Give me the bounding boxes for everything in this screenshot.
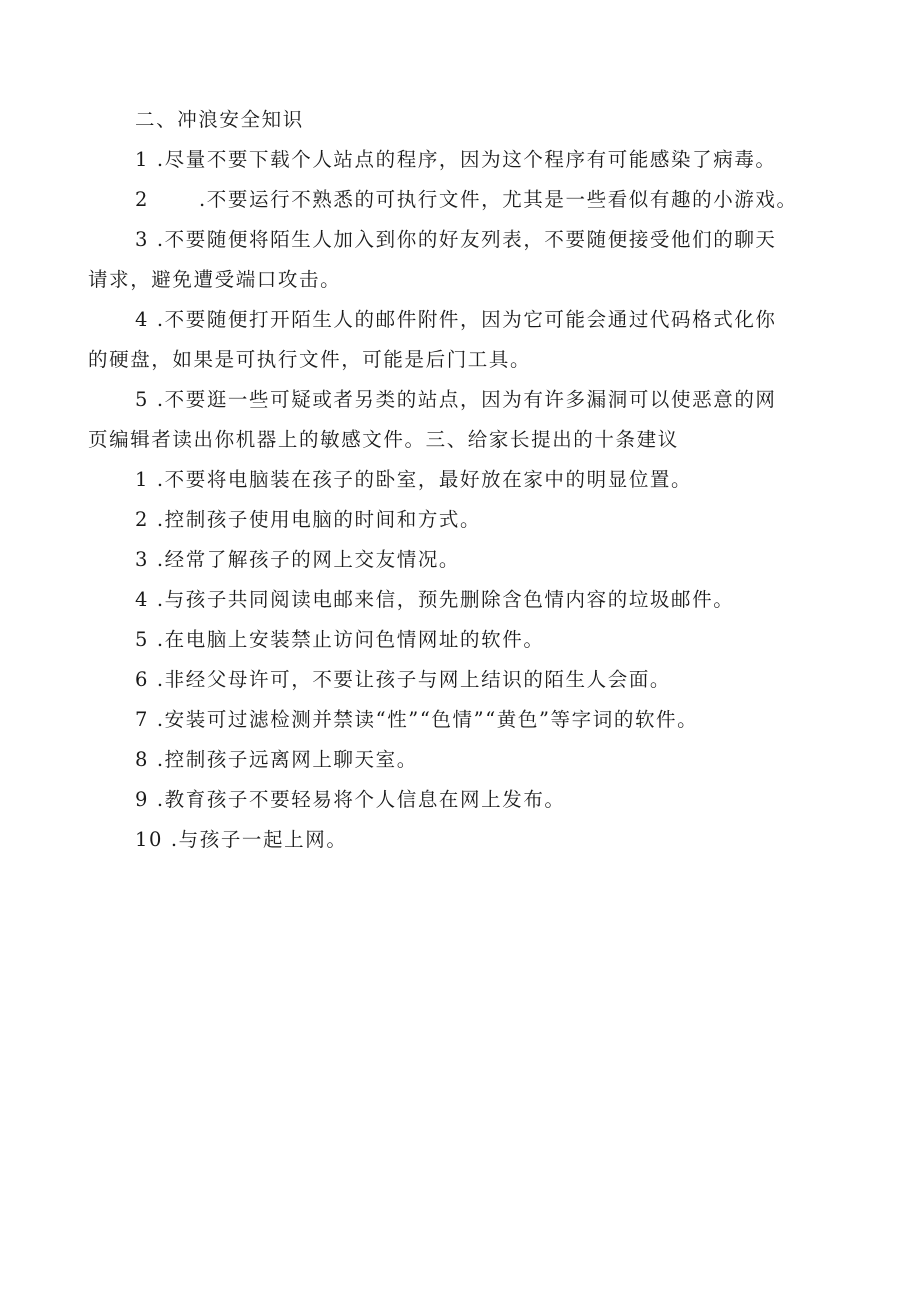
item-text-continued: 的硬盘，如果是可执行文件，可能是后门工具。 (88, 348, 532, 371)
list-item (88, 500, 848, 540)
item-text: .不要将电脑装在孩子的卧室，最好放在家中的明显位置。 (156, 468, 693, 491)
item-number: 7 (135, 708, 150, 731)
list-item-continuation (88, 420, 848, 460)
item-text: .教育孩子不要轻易将个人信息在网上发布。 (156, 788, 566, 811)
item-text: .经常了解孩子的网上交友情况。 (156, 548, 461, 571)
list-item (88, 580, 848, 620)
item-number: 5 (135, 388, 150, 411)
item-text: .不要逛一些可疑或者另类的站点，因为有许多漏洞可以使恶意的网 (156, 388, 777, 411)
item-text: .安装可过滤检测并禁读“性”“色情”“黄色”等字词的软件。 (156, 708, 699, 731)
list-item-continuation (88, 260, 848, 300)
heading-text: 二、冲浪安全知识 (135, 108, 304, 131)
list-item-continuation (88, 340, 848, 380)
item-text-continued: 请求，避免遭受端口攻击。 (88, 268, 342, 291)
list-item (88, 700, 848, 740)
item-text: .非经父母许可，不要让孩子与网上结识的陌生人会面。 (156, 668, 672, 691)
item-number: 4 (135, 588, 150, 611)
item-text-continued: 页编辑者读出你机器上的敏感文件。三、给家长提出的十条建议 (88, 428, 679, 451)
item-text: .不要随便打开陌生人的邮件附件，因为它可能会通过代码格式化你 (156, 308, 777, 331)
item-number: 10 (135, 828, 164, 851)
item-number: 5 (135, 628, 150, 651)
item-text: .不要随便将陌生人加入到你的好友列表，不要随便接受他们的聊天 (156, 228, 777, 251)
item-number: 2 (135, 188, 150, 211)
item-text: .控制孩子使用电脑的时间和方式。 (156, 508, 482, 531)
list-item (88, 740, 848, 780)
item-text: .与孩子一起上网。 (170, 828, 348, 851)
list-item (88, 380, 848, 420)
list-item (88, 780, 848, 820)
item-number: 3 (135, 548, 150, 571)
item-text: .尽量不要下载个人站点的程序，因为这个程序有可能感染了病毒。 (156, 148, 777, 171)
item-text: .控制孩子远离网上聊天室。 (156, 748, 418, 771)
list-item (88, 460, 848, 500)
list-item (88, 140, 848, 180)
item-number: 2 (135, 508, 150, 531)
item-text: .在电脑上安装禁止访问色情网址的软件。 (156, 628, 545, 651)
item-number: 3 (135, 228, 150, 251)
list-item (88, 620, 848, 660)
section-heading (88, 100, 848, 140)
item-number: 4 (135, 308, 150, 331)
item-text: .不要运行不熟悉的可执行文件，尤其是一些看似有趣的小游戏。 (199, 188, 798, 211)
list-item (88, 300, 848, 340)
item-number: 1 (135, 468, 150, 491)
document-body (88, 100, 848, 860)
item-number: 9 (135, 788, 150, 811)
list-item (88, 660, 848, 700)
item-number: 8 (135, 748, 150, 771)
list-item (88, 820, 848, 860)
item-text: .与孩子共同阅读电邮来信，预先删除含色情内容的垃圾邮件。 (156, 588, 735, 611)
list-item (88, 220, 848, 260)
list-item (88, 540, 848, 580)
item-number: 6 (135, 668, 150, 691)
item-number: 1 (135, 148, 150, 171)
list-item (88, 180, 848, 220)
